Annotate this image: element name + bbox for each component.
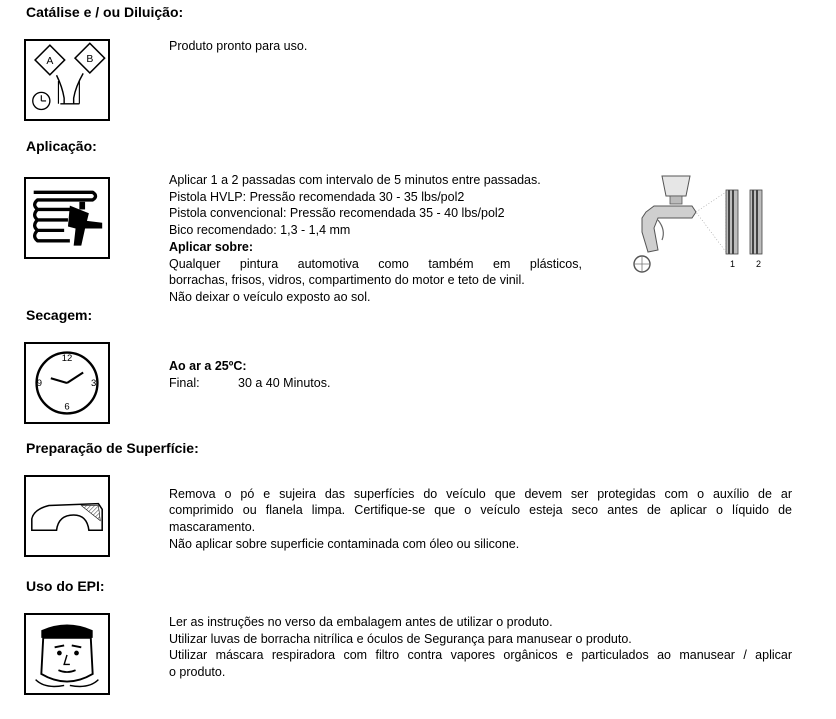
label-a: A: [46, 55, 54, 67]
preparacao-line-4: Não aplicar sobre superficie contaminada com óleo ou silicone.: [169, 537, 520, 551]
mixing-ab-clock-icon: [24, 39, 110, 121]
spray-gun-icon: [24, 177, 110, 259]
epi-line-3: Utilizar máscara respiradora com filtro contra vapores orgânicos e particulados ao manusear / aplicar: [169, 648, 792, 662]
aplicacao-line-2: Pistola HVLP: Pressão recomendada 30 - 35 lbs/pol2: [169, 190, 465, 204]
catalise-text: Produto pronto para uso.: [169, 39, 308, 53]
clock-6: 6: [64, 401, 70, 413]
clock-12: 12: [61, 353, 73, 365]
secagem-subheading: Ao ar a 25ºC:: [169, 359, 247, 373]
section-heading-epi: Uso do EPI:: [26, 578, 105, 594]
preparacao-line-2: comprimido ou flanela limpa. Certifique-se que o veículo esteja seco antes de aplicar o líquido de: [169, 503, 792, 517]
aplicacao-line-3: Pistola convencional: Pressão recomendada 35 - 40 lbs/pol2: [169, 206, 505, 220]
clock-3: 3: [90, 377, 97, 389]
aplicacao-line-4: Bico recomendado: 1,3 - 1,4 mm: [169, 223, 351, 237]
spray-gun-diagram: [628, 172, 778, 280]
clock-icon: [24, 342, 110, 424]
aplicar-sobre-line-2: borrachas, frisos, vidros, compartimento do motor e teto de vinil.: [169, 273, 525, 287]
aplicar-sobre-subheading: Aplicar sobre:: [169, 240, 254, 254]
car-fender-icon: [24, 475, 110, 557]
secagem-final-label: Final:: [169, 376, 200, 390]
panel-label-1: 1: [730, 259, 736, 269]
secagem-final-value: 30 a 40 Minutos.: [238, 376, 331, 390]
epi-line-4: o produto.: [169, 665, 226, 679]
section-heading-aplicacao: Aplicação:: [26, 138, 97, 154]
clock-9: 9: [36, 377, 43, 389]
aplicar-sobre-line-3: Não deixar o veículo exposto ao sol.: [169, 290, 371, 304]
epi-line-1: Ler as instruções no verso da embalagem antes de utilizar o produto.: [169, 615, 553, 629]
face-shield-icon: [24, 613, 110, 695]
aplicacao-line-1: Aplicar 1 a 2 passadas com intervalo de 5 minutos entre passadas.: [169, 173, 541, 187]
section-heading-preparacao: Preparação de Superfície:: [26, 440, 199, 456]
panel-label-2: 2: [756, 259, 762, 269]
aplicar-sobre-line-1: Qualquer pintura automotiva como também em plásticos,: [169, 257, 582, 271]
section-heading-secagem: Secagem:: [26, 307, 93, 323]
section-heading-catalise: Catálise e / ou Diluição:: [26, 4, 184, 20]
preparacao-line-3: mascaramento.: [169, 520, 256, 534]
label-b: B: [86, 53, 94, 65]
epi-line-2: Utilizar luvas de borracha nitrílica e óculos de Segurança para manusear o produto.: [169, 632, 632, 646]
preparacao-line-1: Remova o pó e sujeira das superfícies do veículo que devem ser protegidas com o auxílio de ar: [169, 487, 792, 501]
